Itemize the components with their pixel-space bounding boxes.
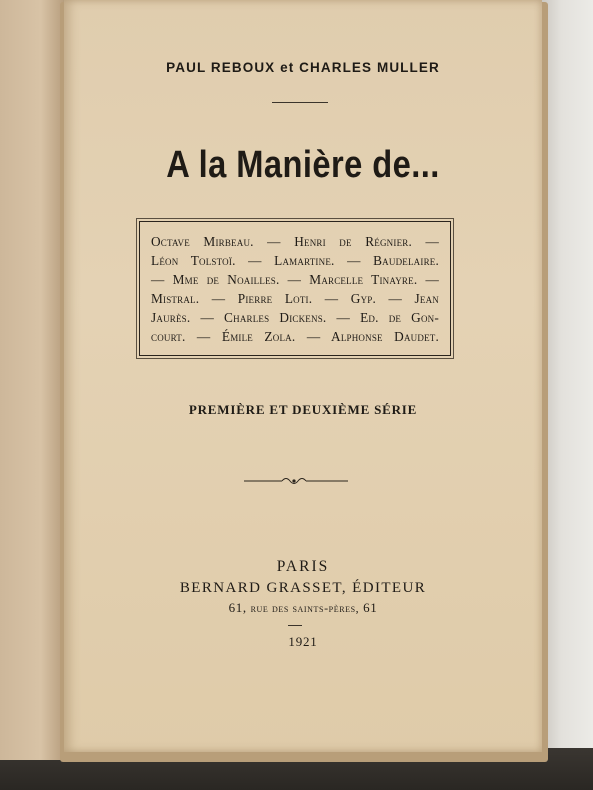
authors-list-line: Léon Tolstoï. — Lamartine. — Baudelaire. [151,253,439,268]
authors-list-line: — Mme de Noailles. — Marcelle Tinayre. — [151,272,439,287]
address-number: 61 [363,600,378,615]
authors-divider [272,102,328,103]
authors-list-line: Octave Mirbeau. — Henri de Régnier. — [151,234,439,249]
authors-list-line: Jaurès. — Charles Dickens. — Ed. de Gon- [151,310,439,325]
ornament-divider [64,474,542,488]
address-street: rue des saints-pères, [250,601,360,615]
authors-list-box [139,221,451,356]
book-title: A la Manière de... [166,144,440,186]
publication-year: 1921 [288,634,318,649]
authors-line: PAUL REBOUX et CHARLES MULLER [166,60,440,75]
year-divider [288,625,302,626]
authors-list-line: court. — Émile Zola. — Alphonse Daudet. [151,329,439,344]
city: PARIS [276,558,330,575]
publisher: BERNARD GRASSET, ÉDITEUR [179,580,427,596]
title-page [64,0,542,752]
series-label: PREMIÈRE ET DEUXIÈME SÉRIE [188,402,418,417]
publisher-address [64,600,542,616]
address-number: 61, [228,600,247,615]
authors-list-line: Mistral. — Pierre Loti. — Gyp. — Jean [151,291,439,306]
